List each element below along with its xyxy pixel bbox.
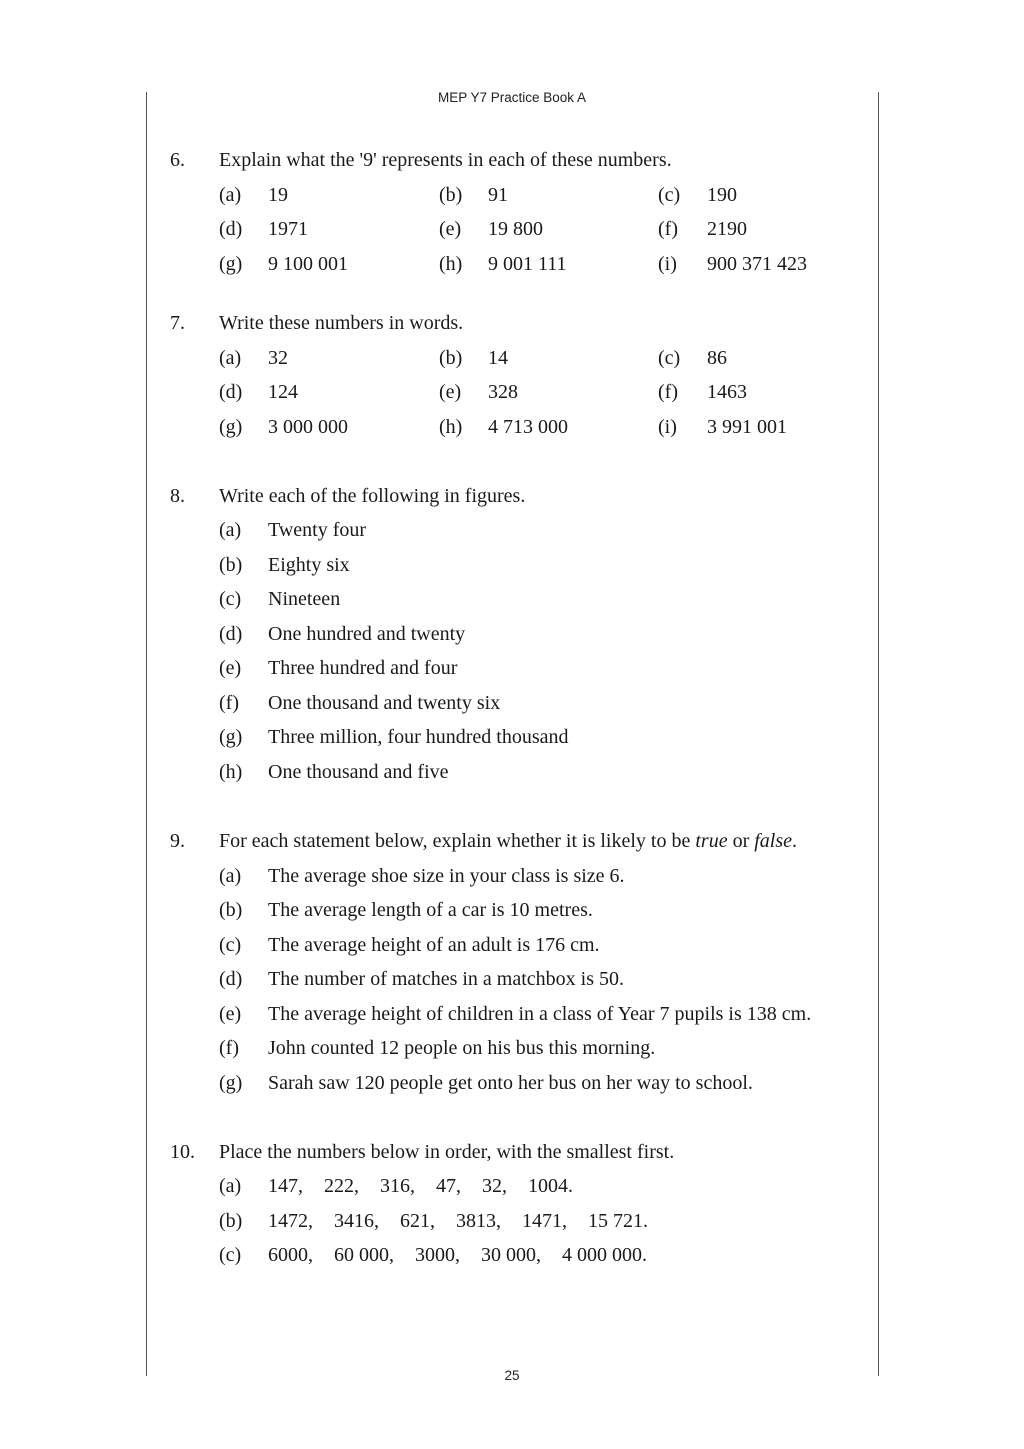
part-label: (g) (219, 416, 243, 438)
q9-item-a (0, 864, 1024, 888)
part-text: The average height of children in a class of Year 7 pupils is 138 cm. (268, 1003, 812, 1025)
part-label: (d) (219, 381, 243, 403)
q6-row-1 (0, 183, 1024, 207)
part-label: (c) (219, 1244, 242, 1266)
part-label: (a) (219, 347, 242, 369)
part-label: (e) (219, 657, 242, 679)
question-number: 7. (170, 312, 185, 334)
sequence-number: 1471, (522, 1210, 567, 1232)
part-value: 9 001 111 (488, 253, 567, 275)
part-text: The average height of an adult is 176 cm. (268, 934, 600, 956)
number-sequence (268, 1174, 594, 1198)
sequence-number: 30 000, (481, 1244, 541, 1266)
part-label: (g) (219, 1072, 243, 1094)
part-text: One thousand and five (268, 761, 449, 783)
q8-item-b (0, 553, 1024, 577)
part-label: (a) (219, 184, 242, 206)
sequence-number: 621, (400, 1210, 435, 1232)
part-label: (g) (219, 253, 243, 275)
part-label: (d) (219, 623, 243, 645)
question-text: Place the numbers below in order, with the smallest first. (219, 1141, 675, 1163)
part-value: 91 (488, 184, 508, 206)
question-text: Write these numbers in words. (219, 312, 464, 334)
part-value: 328 (488, 381, 518, 403)
part-value: 3 000 000 (268, 416, 348, 438)
sequence-number: 47, (436, 1175, 461, 1197)
part-label: (h) (219, 761, 243, 783)
sequence-number: 3813, (456, 1210, 501, 1232)
q7-row-3 (0, 415, 1024, 439)
sequence-number: 1004. (528, 1175, 573, 1197)
part-label: (d) (219, 968, 243, 990)
part-label: (h) (439, 253, 463, 275)
q10-item-a (0, 1174, 1024, 1198)
part-label: (f) (219, 1037, 239, 1059)
sequence-number: 222, (324, 1175, 359, 1197)
sequence-number: 3000, (415, 1244, 460, 1266)
q9-item-b (0, 898, 1024, 922)
part-label: (a) (219, 865, 242, 887)
part-value: 86 (707, 347, 727, 369)
sequence-number: 32, (482, 1175, 507, 1197)
part-text: Three million, four hundred thousand (268, 726, 569, 748)
part-value: 3 991 001 (707, 416, 787, 438)
q8-item-f (0, 691, 1024, 715)
question-text (219, 829, 797, 853)
number-sequence (268, 1209, 669, 1233)
part-label: (e) (439, 218, 462, 240)
part-value: 190 (707, 184, 737, 206)
part-text: The average length of a car is 10 metres. (268, 899, 593, 921)
q10-item-c (0, 1243, 1024, 1267)
part-label: (b) (219, 554, 243, 576)
part-value: 14 (488, 347, 508, 369)
part-label: (f) (219, 692, 239, 714)
part-label: (a) (219, 1175, 242, 1197)
part-text: The number of matches in a matchbox is 50. (268, 968, 625, 990)
q8-item-h (0, 760, 1024, 784)
false-word: false (754, 830, 793, 852)
part-value: 2190 (707, 218, 747, 240)
part-text: The average shoe size in your class is size 6. (268, 865, 625, 887)
part-label: (f) (658, 218, 678, 240)
part-label: (c) (658, 184, 681, 206)
part-label: (d) (219, 218, 243, 240)
sequence-number: 3416, (334, 1210, 379, 1232)
q9-item-e (0, 1002, 1024, 1026)
part-label: (e) (439, 381, 462, 403)
part-text: Eighty six (268, 554, 350, 576)
question-text-part: . (792, 830, 798, 852)
sequence-number: 1472, (268, 1210, 313, 1232)
q7-row-2 (0, 380, 1024, 404)
q10-item-b (0, 1209, 1024, 1233)
sequence-number: 316, (380, 1175, 415, 1197)
part-label: (h) (439, 416, 463, 438)
part-text: Nineteen (268, 588, 341, 610)
part-value: 32 (268, 347, 288, 369)
part-label: (i) (658, 253, 677, 275)
q8-item-c (0, 587, 1024, 611)
part-value: 1971 (268, 218, 308, 240)
q9-item-f (0, 1036, 1024, 1060)
question-text-part: or (727, 830, 755, 852)
part-label: (c) (219, 934, 242, 956)
part-value: 1463 (707, 381, 747, 403)
part-label: (b) (439, 184, 463, 206)
question-number: 9. (170, 830, 185, 852)
q9-item-d (0, 967, 1024, 991)
part-value: 900 371 423 (707, 253, 807, 275)
question-text: Explain what the '9' represents in each of these numbers. (219, 149, 672, 171)
q8-item-e (0, 656, 1024, 680)
sequence-number: 60 000, (334, 1244, 394, 1266)
part-label: (i) (658, 416, 677, 438)
q7-row-1 (0, 346, 1024, 370)
sequence-number: 15 721. (588, 1210, 648, 1232)
part-text: John counted 12 people on his bus this morning. (268, 1037, 656, 1059)
sequence-number: 147, (268, 1175, 303, 1197)
part-value: 4 713 000 (488, 416, 568, 438)
part-value: 19 (268, 184, 288, 206)
part-label: (b) (439, 347, 463, 369)
part-text: One thousand and twenty six (268, 692, 501, 714)
part-value: 124 (268, 381, 298, 403)
question-number: 6. (170, 149, 185, 171)
q9-item-g (0, 1071, 1024, 1095)
q6-row-2 (0, 217, 1024, 241)
question-text: Write each of the following in figures. (219, 485, 526, 507)
part-text: Twenty four (268, 519, 367, 541)
q8-item-d (0, 622, 1024, 646)
number-sequence (268, 1243, 668, 1267)
part-text: One hundred and twenty (268, 623, 466, 645)
question-number: 10. (170, 1141, 195, 1163)
part-label: (g) (219, 726, 243, 748)
part-value: 9 100 001 (268, 253, 348, 275)
part-label: (c) (658, 347, 681, 369)
part-label: (b) (219, 1210, 243, 1232)
part-text: Three hundred and four (268, 657, 458, 679)
q8-item-a (0, 518, 1024, 542)
part-label: (a) (219, 519, 242, 541)
part-label: (c) (219, 588, 242, 610)
part-label: (e) (219, 1003, 242, 1025)
part-text: Sarah saw 120 people get onto her bus on her way to school. (268, 1072, 753, 1094)
page-header: MEP Y7 Practice Book A (437, 90, 587, 105)
part-value: 19 800 (488, 218, 543, 240)
question-number: 8. (170, 485, 185, 507)
part-label: (f) (658, 381, 678, 403)
page-number: 25 (504, 1368, 520, 1383)
sequence-number: 6000, (268, 1244, 313, 1266)
sequence-number: 4 000 000. (562, 1244, 647, 1266)
q6-row-3 (0, 252, 1024, 276)
true-word: true (695, 830, 728, 852)
part-label: (b) (219, 899, 243, 921)
question-text-part: For each statement below, explain whether it is likely to be (219, 830, 696, 852)
q8-item-g (0, 725, 1024, 749)
q9-item-c (0, 933, 1024, 957)
